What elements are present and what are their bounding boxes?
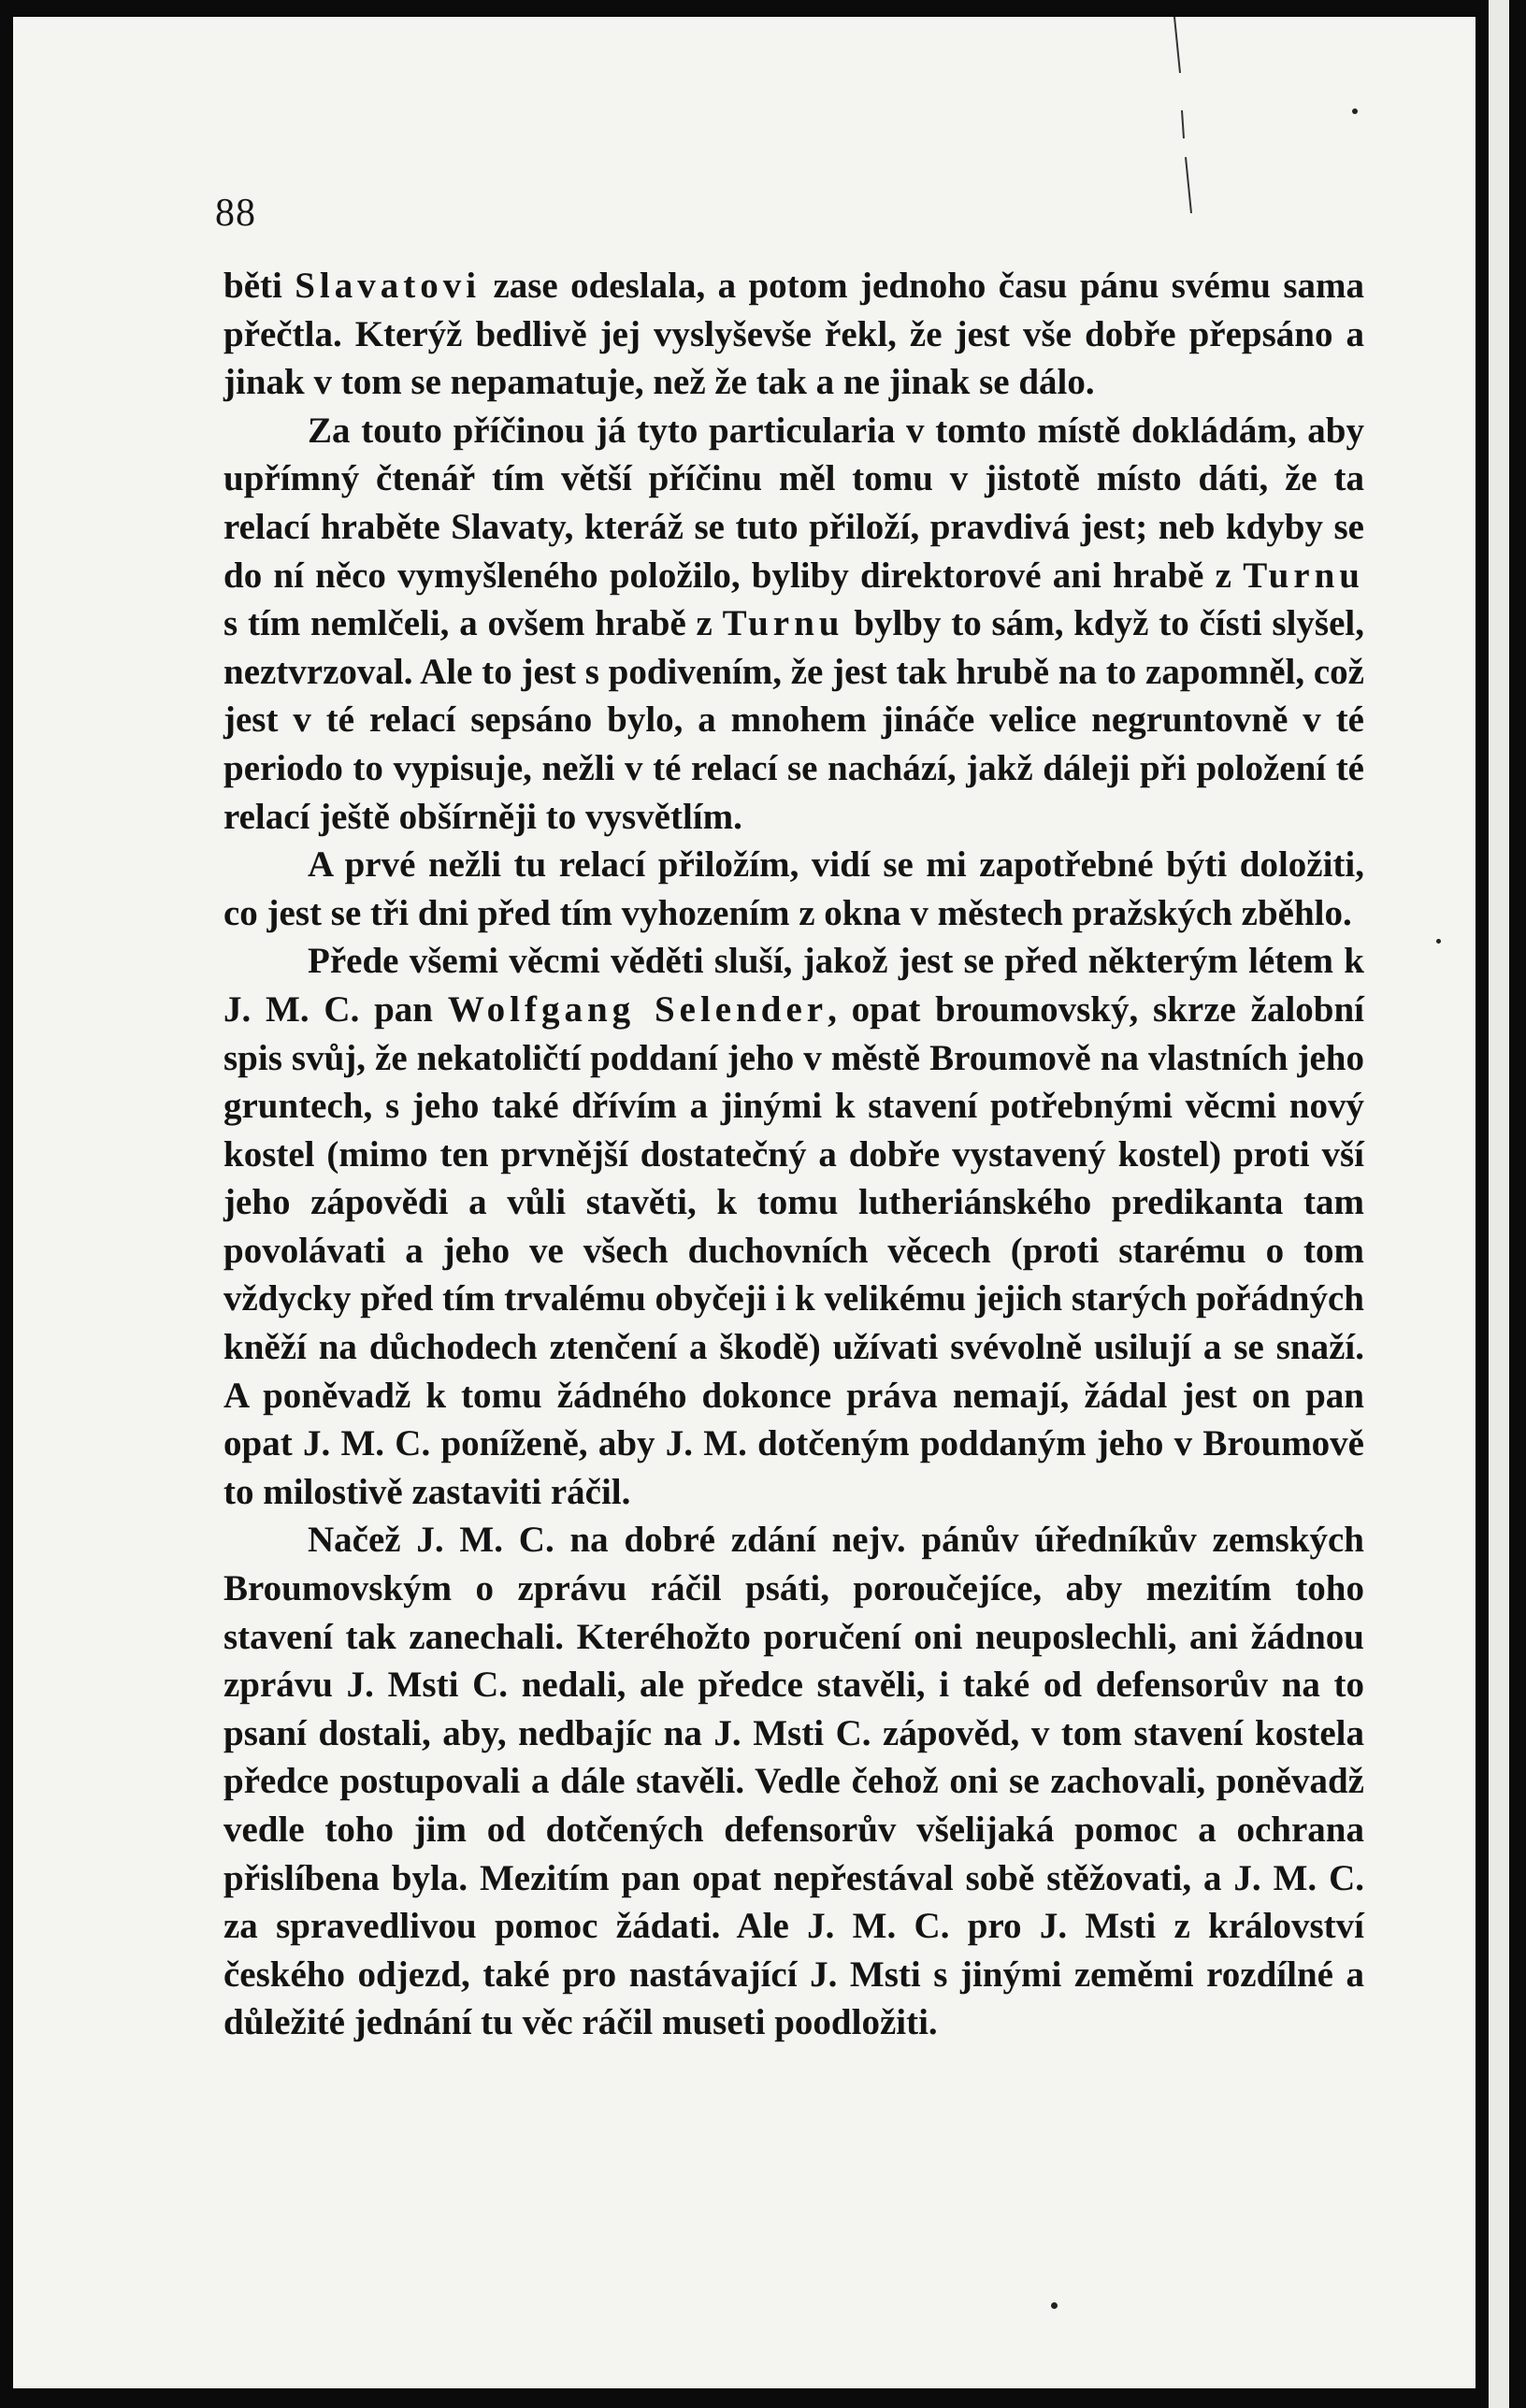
text-segment: běti [223, 266, 295, 306]
ink-speck [1352, 108, 1358, 114]
page-number: 88 [215, 192, 256, 235]
body-text [223, 262, 1364, 2047]
paragraph [223, 841, 1364, 937]
text-segment: A prvé nežli tu relací přiložím, vidí se mi zapotřebné býti doložiti, co jest se tři dni před tím vyhozením z okna v městech pražských zběhlo. [223, 844, 1364, 933]
text-segment: Přede všemi věcmi věděti sluší, jakož jest se před některým létem k J. M. C. pan [223, 941, 1364, 1030]
paragraph [223, 1516, 1364, 2047]
ink-speck [1051, 2302, 1058, 2309]
spaced-name: Wolfgang Selender [447, 988, 828, 1030]
text-segment: Za touto příčinou já tyto particularia v tomto místě dokládám, aby upřímný čtenář tím větší příčinu měl tomu v jistotě místo dáti, že ta relací hraběte Slavaty, kteráž se tuto přiloží, pravdivá jest; neb kdyby se do ní něco vymyšleného položilo, byliby direktorové ani hrabě z [223, 410, 1364, 596]
spaced-name: Turnu [722, 603, 844, 644]
text-segment: zase odeslala, a potom jednoho času pánu svému sama přečtla. Kterýž bedlivě jej vyslyševše řekl, že jest vše dobře přepsáno a jinak v tom se nepamatuje, než že tak a ne jinak se dálo. [223, 266, 1364, 403]
paragraph [223, 937, 1364, 1516]
ink-speck [1436, 939, 1441, 944]
paragraph [223, 262, 1364, 407]
spaced-name: Turnu [1243, 555, 1364, 596]
text-segment: bylby to sám, když to čísti slyšel, neztvrzoval. Ale to jest s podivením, že jest tak hrubě na to zapomněl, což jest v té relací sepsáno bylo, a mnohem jináče velice negruntovně v té periodo to vypisuje, nežli v té relací se nachází, jakž dáleji při položení té relací ještě obšírněji to vysvětlím. [223, 603, 1365, 837]
scanned-book-page [13, 17, 1476, 2388]
paragraph [223, 407, 1364, 841]
text-segment: Načež J. M. C. na dobré zdání nejv. pánův úředníkův zemských Broumovským o zprávu ráčil psáti, poroučejíce, aby mezitím toho stavení tak zanechali. Kteréhožto poručení oni neuposlechli, ani žádnou zprávu J. Msti C. nedali, ale předce stavěli, i také od defensorův na to psaní dostali, aby, nedbajíc na J. Msti C. zápověd, v tom stavení kostela předce postupovali a dále stavěli. Vedle čehož oni se zachovali, poněvadž vedle toho jim od dotčených defensorův všelijaká pomoc a ochrana přislíbena byla. Mezitím pan opat nepřestával sobě stěžovati, a J. M. C. za spravedlivou pomoc žádati. Ale J. M. C. pro J. Msti z království českého odjezd, také pro nastávající J. Msti s jinými zeměmi rozdílné a důležité jednání tu věc ráčil museti poodložiti. [223, 1520, 1364, 2043]
spaced-name: Slavatovi [295, 266, 482, 306]
text-segment: , opat broumovský, skrze žalobní spis svůj, že nekatoličtí poddaní jeho v městě Broumově na vlastních jeho gruntech, s jeho také dřívím a jinými k stavení potřebnými věcmi nový kostel (mimo ten prvnější dostatečný a dobře vystavený kostel) proti vší jeho zápovědi a vůli stavěti, k tomu lutheriánského predikanta tam povolávati a jeho ve všech duchovních věcech (proti starému o tom vždycky před tím trvalému obyčeji i k velikému jejich starých pořádných kněží na důchodech ztenčení a škodě) užívati svévolně usilují a se snaží. A poněvadž k tomu žádného dokonce práva nemají, žádal jest on pan opat J. M. C. poníženě, aby J. M. dotčeným poddaným jeho v Broumově to milostivě zastaviti ráčil. [223, 988, 1364, 1512]
text-segment: s tím nemlčeli, a ovšem hrabě z [223, 603, 723, 644]
adjacent-page-edge [1489, 0, 1509, 2408]
margin-pencil-mark [1173, 17, 1210, 241]
